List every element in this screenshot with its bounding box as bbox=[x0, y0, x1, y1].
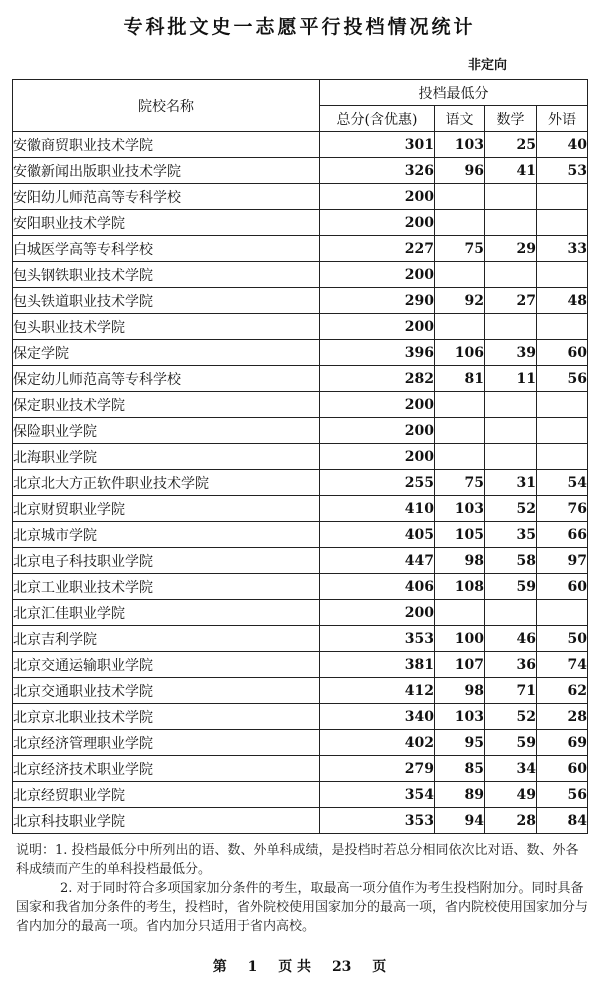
footer-label-pages: 页 bbox=[372, 959, 387, 975]
footer-label-page: 第 bbox=[212, 959, 227, 975]
total-score-cell: 200 bbox=[320, 210, 435, 236]
chinese-score-cell: 98 bbox=[435, 678, 485, 704]
math-score-cell: 52 bbox=[485, 704, 537, 730]
school-name-cell: 北京财贸职业学院 bbox=[13, 496, 320, 522]
chinese-score-cell bbox=[435, 392, 485, 418]
english-score-cell bbox=[537, 210, 588, 236]
math-score-cell bbox=[485, 314, 537, 340]
chinese-score-cell: 103 bbox=[435, 496, 485, 522]
chinese-score-cell: 106 bbox=[435, 340, 485, 366]
school-name-cell: 安阳幼儿师范高等专科学校 bbox=[13, 184, 320, 210]
math-score-cell: 59 bbox=[485, 730, 537, 756]
footer-page-number: 1 bbox=[247, 959, 258, 975]
table-body bbox=[13, 132, 588, 834]
chinese-score-cell bbox=[435, 314, 485, 340]
table-row bbox=[13, 236, 588, 262]
total-score-cell: 290 bbox=[320, 288, 435, 314]
total-score-cell: 279 bbox=[320, 756, 435, 782]
table-row bbox=[13, 288, 588, 314]
notes bbox=[16, 841, 588, 936]
school-name-cell: 安徽商贸职业技术学院 bbox=[13, 132, 320, 158]
total-score-cell: 200 bbox=[320, 314, 435, 340]
school-name-cell: 北京京北职业技术学院 bbox=[13, 704, 320, 730]
total-score-cell: 410 bbox=[320, 496, 435, 522]
chinese-score-cell: 98 bbox=[435, 548, 485, 574]
table-row bbox=[13, 184, 588, 210]
english-score-cell: 69 bbox=[537, 730, 588, 756]
table-row bbox=[13, 444, 588, 470]
english-score-cell: 50 bbox=[537, 626, 588, 652]
chinese-score-cell bbox=[435, 600, 485, 626]
math-score-cell bbox=[485, 262, 537, 288]
math-score-cell: 25 bbox=[485, 132, 537, 158]
chinese-score-cell: 100 bbox=[435, 626, 485, 652]
chinese-score-cell: 95 bbox=[435, 730, 485, 756]
math-score-cell: 49 bbox=[485, 782, 537, 808]
table-row bbox=[13, 158, 588, 184]
school-name-cell: 北海职业学院 bbox=[13, 444, 320, 470]
table-row bbox=[13, 548, 588, 574]
school-name-cell: 北京经济管理职业学院 bbox=[13, 730, 320, 756]
school-name-cell: 北京经贸职业学院 bbox=[13, 782, 320, 808]
school-name-cell: 安徽新闻出版职业技术学院 bbox=[13, 158, 320, 184]
school-name-cell: 北京交通运输职业学院 bbox=[13, 652, 320, 678]
note-2: 2. 对于同时符合多项国家加分条件的考生，取最高一项分值作为考生投档附加分。同时具备国家和我省加分条件的考生，投档时，省外院校使用国家加分的最高一项，省内院校使用国家加分与省内加分的最高一项。省内加分只适用于省内高校。 bbox=[16, 881, 589, 934]
total-score-cell: 402 bbox=[320, 730, 435, 756]
chinese-score-cell bbox=[435, 262, 485, 288]
total-score-cell: 354 bbox=[320, 782, 435, 808]
chinese-score-cell: 103 bbox=[435, 132, 485, 158]
total-score-cell: 406 bbox=[320, 574, 435, 600]
table-row bbox=[13, 782, 588, 808]
math-score-cell bbox=[485, 210, 537, 236]
total-score-cell: 282 bbox=[320, 366, 435, 392]
table-row bbox=[13, 730, 588, 756]
english-score-cell: 60 bbox=[537, 340, 588, 366]
math-score-cell: 46 bbox=[485, 626, 537, 652]
math-score-cell bbox=[485, 444, 537, 470]
math-score-cell: 31 bbox=[485, 470, 537, 496]
english-score-cell bbox=[537, 418, 588, 444]
school-name-cell: 北京吉利学院 bbox=[13, 626, 320, 652]
english-score-cell: 54 bbox=[537, 470, 588, 496]
total-score-cell: 301 bbox=[320, 132, 435, 158]
math-score-cell: 59 bbox=[485, 574, 537, 600]
english-score-cell: 33 bbox=[537, 236, 588, 262]
chinese-score-cell: 81 bbox=[435, 366, 485, 392]
total-score-cell: 200 bbox=[320, 444, 435, 470]
school-name-cell: 包头钢铁职业技术学院 bbox=[13, 262, 320, 288]
math-score-cell: 52 bbox=[485, 496, 537, 522]
school-name-cell: 北京北大方正软件职业技术学院 bbox=[13, 470, 320, 496]
school-name-cell: 北京科技职业学院 bbox=[13, 808, 320, 834]
school-name-cell: 保定职业技术学院 bbox=[13, 392, 320, 418]
total-score-cell: 353 bbox=[320, 808, 435, 834]
english-score-cell: 84 bbox=[537, 808, 588, 834]
column-header-group-min-score: 投档最低分 bbox=[320, 80, 588, 106]
english-score-cell bbox=[537, 314, 588, 340]
school-name-cell: 保定幼儿师范高等专科学校 bbox=[13, 366, 320, 392]
total-score-cell: 340 bbox=[320, 704, 435, 730]
note-1: 说明：1. 投档最低分中所列出的语、数、外单科成绩，是投档时若总分相同依次比对语、数、外各科成绩而产生的单科投档最低分。 bbox=[16, 843, 579, 877]
math-score-cell: 28 bbox=[485, 808, 537, 834]
total-score-cell: 412 bbox=[320, 678, 435, 704]
total-score-cell: 200 bbox=[320, 262, 435, 288]
chinese-score-cell: 75 bbox=[435, 236, 485, 262]
chinese-score-cell: 94 bbox=[435, 808, 485, 834]
school-name-cell: 北京汇佳职业学院 bbox=[13, 600, 320, 626]
total-score-cell: 200 bbox=[320, 600, 435, 626]
table-row bbox=[13, 210, 588, 236]
english-score-cell: 97 bbox=[537, 548, 588, 574]
school-name-cell: 北京城市学院 bbox=[13, 522, 320, 548]
table-row bbox=[13, 600, 588, 626]
english-score-cell bbox=[537, 392, 588, 418]
chinese-score-cell: 108 bbox=[435, 574, 485, 600]
category-label: 非定向 bbox=[468, 58, 508, 73]
school-name-cell: 包头铁道职业技术学院 bbox=[13, 288, 320, 314]
school-name-cell: 北京经济技术职业学院 bbox=[13, 756, 320, 782]
math-score-cell: 34 bbox=[485, 756, 537, 782]
math-score-cell bbox=[485, 418, 537, 444]
total-score-cell: 396 bbox=[320, 340, 435, 366]
math-score-cell: 11 bbox=[485, 366, 537, 392]
school-name-cell: 北京交通职业技术学院 bbox=[13, 678, 320, 704]
english-score-cell: 76 bbox=[537, 496, 588, 522]
document-title: 专科批文史一志愿平行投档情况统计 bbox=[123, 16, 476, 38]
table-row bbox=[13, 678, 588, 704]
column-header-total: 总分(含优惠) bbox=[320, 106, 435, 132]
table-row bbox=[13, 756, 588, 782]
english-score-cell: 28 bbox=[537, 704, 588, 730]
column-header-english: 外语 bbox=[537, 106, 588, 132]
english-score-cell: 56 bbox=[537, 782, 588, 808]
column-header-math: 数学 bbox=[485, 106, 537, 132]
table-row bbox=[13, 314, 588, 340]
math-score-cell bbox=[485, 600, 537, 626]
chinese-score-cell: 92 bbox=[435, 288, 485, 314]
total-score-cell: 200 bbox=[320, 392, 435, 418]
total-score-cell: 353 bbox=[320, 626, 435, 652]
total-score-cell: 200 bbox=[320, 184, 435, 210]
math-score-cell: 58 bbox=[485, 548, 537, 574]
english-score-cell bbox=[537, 444, 588, 470]
chinese-score-cell: 89 bbox=[435, 782, 485, 808]
math-score-cell: 27 bbox=[485, 288, 537, 314]
english-score-cell: 60 bbox=[537, 574, 588, 600]
total-score-cell: 447 bbox=[320, 548, 435, 574]
table-row bbox=[13, 574, 588, 600]
column-header-school: 院校名称 bbox=[13, 80, 320, 132]
school-name-cell: 保定学院 bbox=[13, 340, 320, 366]
admission-score-table bbox=[12, 79, 588, 834]
school-name-cell: 保险职业学院 bbox=[13, 418, 320, 444]
total-score-cell: 227 bbox=[320, 236, 435, 262]
school-name-cell: 包头职业技术学院 bbox=[13, 314, 320, 340]
english-score-cell: 56 bbox=[537, 366, 588, 392]
english-score-cell bbox=[537, 184, 588, 210]
english-score-cell: 66 bbox=[537, 522, 588, 548]
school-name-cell: 北京工业职业技术学院 bbox=[13, 574, 320, 600]
school-name-cell: 北京电子科技职业学院 bbox=[13, 548, 320, 574]
math-score-cell bbox=[485, 392, 537, 418]
table-row bbox=[13, 132, 588, 158]
chinese-score-cell bbox=[435, 210, 485, 236]
math-score-cell: 39 bbox=[485, 340, 537, 366]
math-score-cell: 35 bbox=[485, 522, 537, 548]
table-row bbox=[13, 340, 588, 366]
table-row bbox=[13, 808, 588, 834]
english-score-cell bbox=[537, 262, 588, 288]
english-score-cell: 60 bbox=[537, 756, 588, 782]
table-row bbox=[13, 418, 588, 444]
table-row bbox=[13, 626, 588, 652]
table-row bbox=[13, 262, 588, 288]
math-score-cell: 71 bbox=[485, 678, 537, 704]
chinese-score-cell: 103 bbox=[435, 704, 485, 730]
chinese-score-cell: 105 bbox=[435, 522, 485, 548]
table-row bbox=[13, 366, 588, 392]
chinese-score-cell bbox=[435, 444, 485, 470]
english-score-cell: 62 bbox=[537, 678, 588, 704]
table-row bbox=[13, 470, 588, 496]
table-row bbox=[13, 522, 588, 548]
total-score-cell: 326 bbox=[320, 158, 435, 184]
chinese-score-cell: 85 bbox=[435, 756, 485, 782]
math-score-cell: 41 bbox=[485, 158, 537, 184]
english-score-cell: 48 bbox=[537, 288, 588, 314]
table-row bbox=[13, 704, 588, 730]
total-score-cell: 405 bbox=[320, 522, 435, 548]
math-score-cell bbox=[485, 184, 537, 210]
total-score-cell: 255 bbox=[320, 470, 435, 496]
chinese-score-cell bbox=[435, 418, 485, 444]
chinese-score-cell: 107 bbox=[435, 652, 485, 678]
english-score-cell bbox=[537, 600, 588, 626]
school-name-cell: 安阳职业技术学院 bbox=[13, 210, 320, 236]
total-score-cell: 381 bbox=[320, 652, 435, 678]
math-score-cell: 29 bbox=[485, 236, 537, 262]
table-row bbox=[13, 652, 588, 678]
footer-label-of: 页 共 bbox=[278, 959, 312, 975]
school-name-cell: 白城医学高等专科学校 bbox=[13, 236, 320, 262]
math-score-cell: 36 bbox=[485, 652, 537, 678]
total-score-cell: 200 bbox=[320, 418, 435, 444]
page-footer bbox=[0, 956, 599, 976]
table-row bbox=[13, 392, 588, 418]
table-row bbox=[13, 496, 588, 522]
chinese-score-cell bbox=[435, 184, 485, 210]
column-header-chinese: 语文 bbox=[435, 106, 485, 132]
english-score-cell: 40 bbox=[537, 132, 588, 158]
footer-total-pages: 23 bbox=[331, 959, 352, 975]
chinese-score-cell: 96 bbox=[435, 158, 485, 184]
english-score-cell: 74 bbox=[537, 652, 588, 678]
english-score-cell: 53 bbox=[537, 158, 588, 184]
chinese-score-cell: 75 bbox=[435, 470, 485, 496]
